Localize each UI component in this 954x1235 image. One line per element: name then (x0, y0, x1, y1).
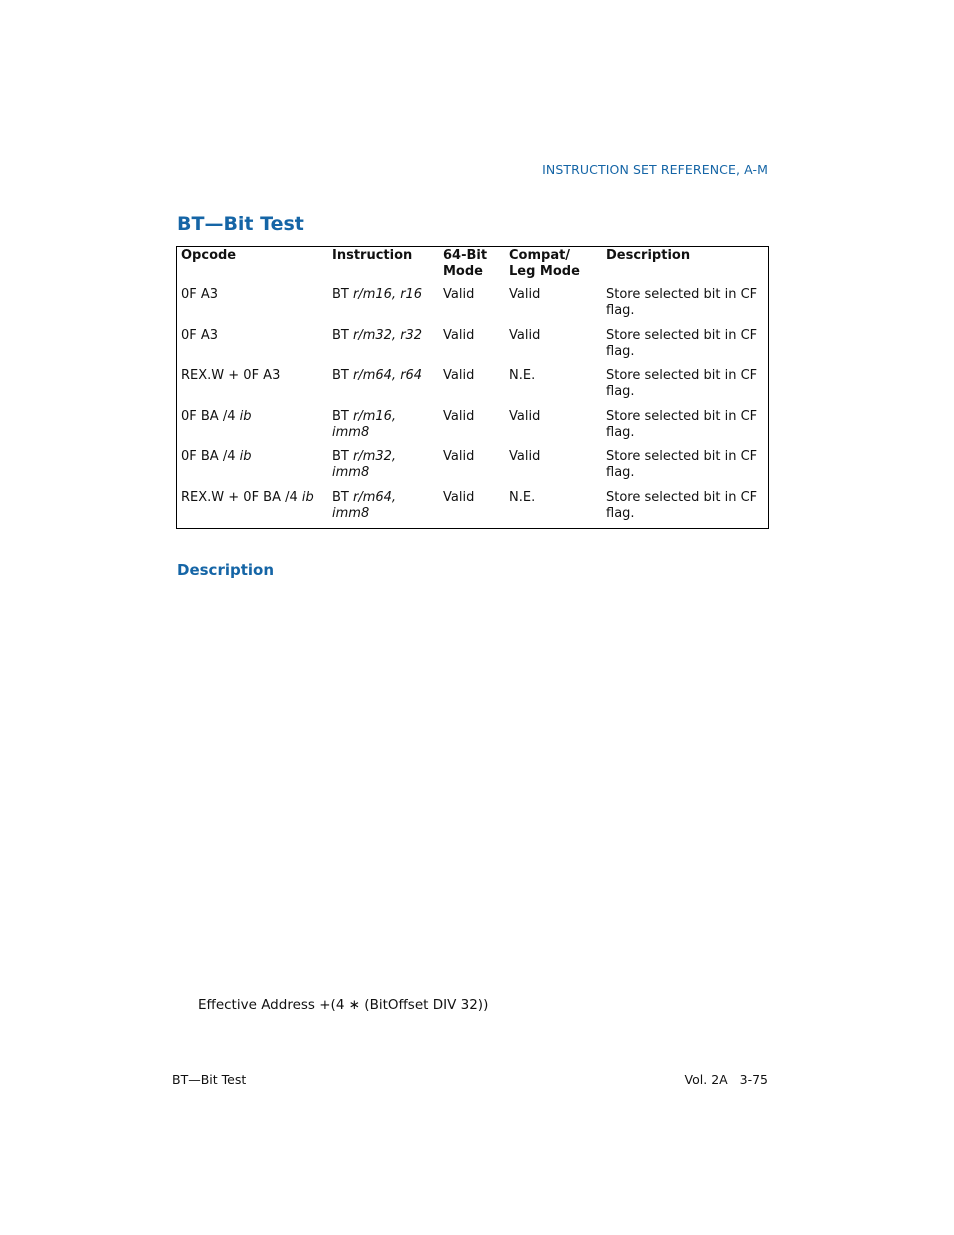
opcode-cell: REX.W + 0F A3 (181, 368, 281, 383)
running-header: INSTRUCTION SET REFERENCE, A-M (542, 162, 768, 177)
opcode-cell: 0F A3 (181, 327, 219, 343)
instruction-cell: BT r/m64, r64 (332, 368, 423, 383)
opcode-table (176, 246, 769, 529)
mode64-cell: Valid (443, 449, 475, 464)
compat-cell: N.E. (509, 368, 536, 383)
description-cell: Store selected bit in CF flag. (606, 368, 758, 399)
page-title: BT—Bit Test (177, 213, 304, 235)
column-header-instruction: Instruction (332, 248, 413, 263)
table-row (177, 368, 768, 409)
instruction-cell: BT r/m16, imm8 (332, 408, 397, 440)
compat-cell: Valid (509, 287, 541, 302)
mode64-cell: Valid (443, 489, 475, 505)
description-cell: Store selected bit in CF flag. (606, 408, 758, 440)
mode64-cell: Valid (443, 327, 475, 343)
mode64-cell: Valid (443, 368, 475, 383)
description-cell: Store selected bit in CF flag. (606, 449, 758, 480)
compat-cell: Valid (509, 327, 541, 343)
table-row (177, 490, 768, 531)
effective-address-formula: Effective Address +(4 ∗ (BitOffset DIV 32)) (198, 997, 489, 1013)
mode64-cell: Valid (443, 408, 475, 424)
instruction-cell: BT r/m16, r16 (332, 287, 423, 302)
column-header-compat-mode: Compat/ Leg Mode (509, 248, 580, 279)
compat-cell: Valid (509, 449, 541, 464)
column-header-description: Description (606, 248, 691, 263)
mode64-cell: Valid (443, 287, 475, 302)
footer-title: BT—Bit Test (172, 1072, 247, 1087)
table-row (177, 449, 768, 490)
description-cell: Store selected bit in CF flag. (606, 287, 758, 318)
compat-cell: Valid (509, 408, 541, 424)
opcode-cell: 0F BA /4 ib (181, 408, 252, 424)
description-cell: Store selected bit in CF flag. (606, 327, 758, 359)
opcode-cell: REX.W + 0F BA /4 ib (181, 489, 314, 505)
table-row (177, 409, 768, 450)
description-heading: Description (177, 561, 275, 579)
footer-page-number: Vol. 2A 3-75 (684, 1072, 768, 1087)
instruction-cell: BT r/m32, r32 (332, 327, 423, 343)
instruction-cell: BT r/m64, imm8 (332, 489, 397, 521)
opcode-cell: 0F A3 (181, 287, 219, 302)
description-cell: Store selected bit in CF flag. (606, 489, 758, 521)
table-row (177, 328, 768, 369)
compat-cell: N.E. (509, 489, 536, 505)
column-header-opcode: Opcode (181, 248, 237, 263)
column-header-64bit-mode: 64-Bit Mode (443, 248, 488, 279)
table-row (177, 287, 768, 328)
table-header-row (177, 247, 768, 287)
instruction-cell: BT r/m32, imm8 (332, 449, 397, 480)
opcode-cell: 0F BA /4 ib (181, 449, 252, 464)
